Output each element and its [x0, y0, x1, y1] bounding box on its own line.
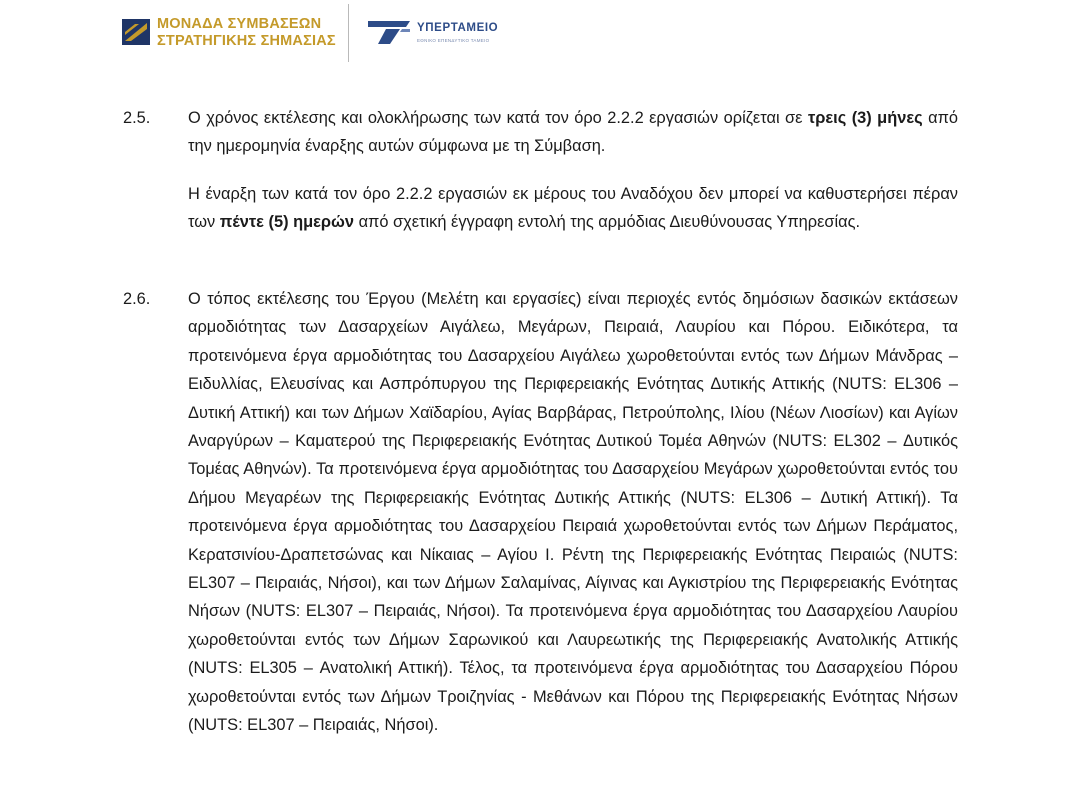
unit-logo-icon	[122, 19, 150, 45]
logo-divider	[348, 4, 349, 62]
page-header	[0, 0, 1080, 70]
bold-duration-days: πέντε (5) ημερών	[219, 213, 355, 232]
section-2-6-paragraph: Ο τόπος εκτέλεσης του Έργου (Μελέτη και εργασίες) είναι περιοχές εντός δημόσιων δασικών εκτάσεων αρμοδιότητας των Δασαρχείων Αιγάλεω, Μεγάρων, Πειραιά, Λαυρίου και Πόρου. Ειδικότερα, τα προτεινόμενα έργα αρμοδιότητας του Δασαρχείου Αιγάλεω χωροθετούνται εντός των Δήμων Μάνδρας – Ειδυλλίας, Ελευσίνας και Ασπρόπυργου της Περιφερειακής Ενότητας Δυτικής Αττικής (NUTS: EL306 – Δυτική Αττική) και των Δήμων Χαϊδαρίου, Αγίας Βαρβάρας, Πετρούπολης, Ιλίου (Νέων Λιοσίων) και Αγίων Αναργύρων – Καματερού της Περιφερειακής Ενότητας Δυτικού Τομέα Αθηνών (NUTS: EL302 – Δυτικός Τομέας Αθηνών). Τα προτεινόμενα έργα αρμοδιότητας του Δασαρχείου Μεγάρων χωροθετούνται εντός του Δήμου Μεγαρέων της Περιφερειακής Ενότητας Δυτικής Αττικής (NUTS: EL306 – Δυτική Αττική). Τα προτεινόμενα έργα αρμοδιότητας του Δασαρχείου Πειραιά χωροθετούνται εντός των Δήμων Περάματος, Κερατσινίου-Δραπετσώνας και Νίκαιας – Αγίου Ι. Ρέντη της Περιφερειακής Ενότητας Πειραιώς (NUTS: EL307 – Πειραιάς, Νήσοι), και των Δήμων Σαλαμίνας, Αίγινας και Αγκιστρίου της Περιφερειακής Ενότητας Νήσων (NUTS: EL307 – Πειραιάς, Νήσοι). Τα προτεινόμενα έργα αρμοδιότητας του Δασαρχείου Λαυρίου χωροθετούνται εντός των Δήμων Σαρωνικού και Λαυρεωτικής της Περιφερειακής Ανατολικής Αττικής (NUTS: EL305 – Ανατολική Αττική). Τέλος, τα προτεινόμενα έργα αρμοδιότητας του Δασαρχείου Πόρου χωροθετούνται εντός των Δήμων Τροιζηνίας - Μεθάνων και Πόρου της Περιφερειακής Ενότητας Νήσων (NUTS: EL307 – Πειραιάς, Νήσοι).	[188, 290, 958, 735]
hyperfund-logo-icon	[366, 18, 412, 46]
hyperfund-subtitle: ΕΘΝΙΚΟ ΕΠΕΝΔΥΤΙΚΟ ΤΑΜΕΙΟ	[417, 38, 490, 43]
section-number-2-6: 2.6.	[123, 290, 151, 308]
section-2-5-paragraph-1	[188, 104, 958, 161]
text-run: Η έναρξη των κατά τον όρο 2.2.2 εργασιών εκ μέρους του Αναδόχου δεν μπορεί να καθυστερήσει πέραν των	[188, 185, 958, 232]
unit-logo-text	[157, 16, 336, 50]
text-run: από την ημερομηνία έναρξης αυτών σύμφωνα με τη Σύμβαση.	[188, 109, 958, 156]
text-run: από σχετική έγγραφη εντολή της αρμόδιας Διευθύνουσας Υπηρεσίας.	[354, 213, 861, 232]
hyperfund-title: ΥΠΕΡΤΑΜΕΙΟ	[417, 22, 499, 34]
unit-logo-line1: ΜΟΝΑΔΑ ΣΥΜΒΑΣΕΩΝ	[157, 16, 322, 32]
section-2-5-paragraph-2	[188, 180, 958, 237]
text-run: Ο χρόνος εκτέλεσης και ολοκλήρωσης των κατά τον όρο 2.2.2 εργασιών ορίζεται σε	[188, 109, 808, 127]
unit-logo-line2: ΣΤΡΑΤΗΓΙΚΗΣ ΣΗΜΑΣΙΑΣ	[157, 33, 336, 49]
section-number-2-5: 2.5.	[123, 109, 151, 127]
bold-duration-months: τρεις (3) μήνες	[807, 109, 923, 127]
